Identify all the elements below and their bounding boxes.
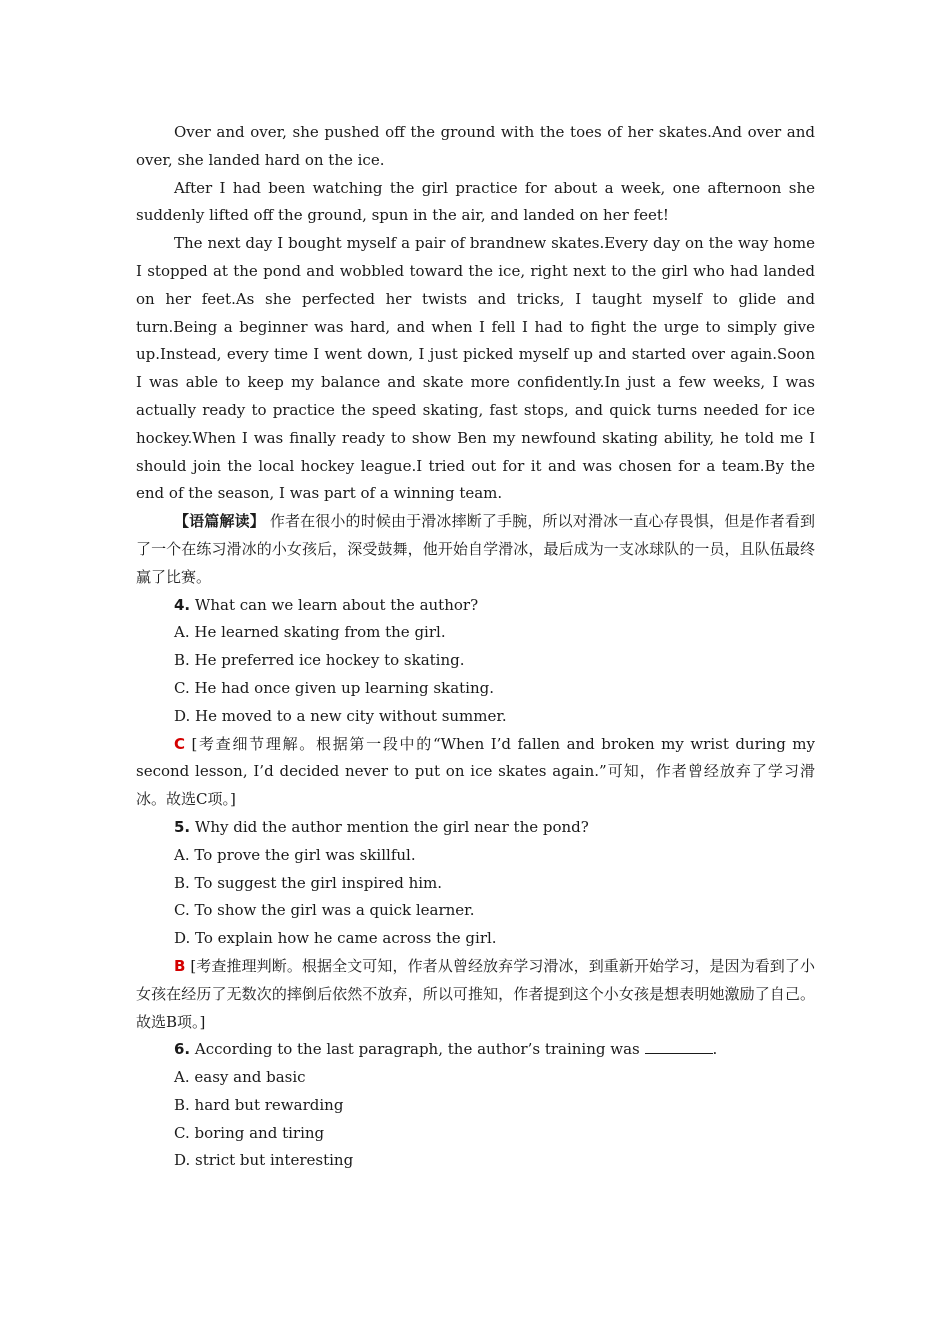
option-b: B. To suggest the girl inspired him. xyxy=(174,873,443,892)
document-page xyxy=(136,119,815,1175)
question-number: 6. xyxy=(174,1040,191,1059)
answer-explanation-5 xyxy=(136,953,815,1036)
analysis-text: 作者在很小的时候由于滑冰摔断了手腕，所以对滑冰一直心存畏惧，但是作者看到了一个在练习滑冰的小女孩后，深受鼓舞，他开始自学滑冰，最后成为一支冰球队的一员，且队伍最终赢了比赛。 xyxy=(136,512,815,586)
question-stem: What can we learn about the author? xyxy=(194,595,479,614)
question-stem: According to the last paragraph, the author’s training was xyxy=(194,1040,640,1059)
explanation-text: [考查推理判断。根据全文可知，作者从曾经放弃学习滑冰，到重新开始学习，是因为看到了小女孩在经历了无数次的摔倒后依然不放弃，所以可推知，作者提到这个小女孩是想表明她激励了自己。故选B项。] xyxy=(136,956,815,1031)
explanation-text: [考查细节理解。根据第一段中的“When I’d fallen and broken my wrist during my second lesson, I’d decided never to put on ice skates again.”可知，作者曾经放弃了学习滑冰。故选C项。] xyxy=(136,734,815,809)
option-c: C. boring and tiring xyxy=(174,1123,325,1142)
option-c: C. To show the girl was a quick learner. xyxy=(174,901,475,920)
option-d: D. He moved to a new city without summer. xyxy=(174,706,507,725)
question-number: 4. xyxy=(174,595,191,614)
option-b: B. hard but rewarding xyxy=(174,1095,344,1114)
question-stem: Why did the author mention the girl near the pond? xyxy=(194,817,589,836)
option-d: D. To explain how he came across the girl. xyxy=(174,929,497,948)
passage-paragraph-3: The next day I bought myself a pair of brandnew skates.Every day on the way home I stopped at the pond and wobbled toward the ice, right next to the girl who had landed on her feet.As she perfected her twists and tricks, I taught myself to glide and turn.Being a beginner was hard, and when I fell I had to fight the urge to simply give up.Instead, every time I went down, I just picked myself up and started over again.Soon I was able to keep my balance and skate more confidently.In just a few weeks, I was actually ready to practice the speed skating, fast stops, and quick turns needed for ice hockey.When I was finally ready to show Ben my newfound skating ability, he told me I should join the local hockey league.I tried out for it and was chosen for a team.By the end of the season, I was part of a winning team. xyxy=(136,234,815,503)
answer-blank xyxy=(645,1039,713,1054)
question-4 xyxy=(136,592,815,620)
analysis-tag: 【语篇解读】 xyxy=(174,512,265,531)
question-stem-end: . xyxy=(712,1040,718,1059)
answer-letter: B xyxy=(174,956,186,975)
answer-explanation-4 xyxy=(136,731,815,814)
passage-paragraph-2: After I had been watching the girl practice for about a week, one afternoon she suddenly lifted off the ground, spun in the air, and landed on her feet! xyxy=(136,178,815,225)
question-number: 5. xyxy=(174,817,191,836)
passage-analysis xyxy=(136,508,815,591)
question-5 xyxy=(136,814,815,842)
option-d: D. strict but interesting xyxy=(174,1151,354,1170)
question-6 xyxy=(136,1036,815,1064)
passage-paragraph-1: Over and over, she pushed off the ground with the toes of her skates.And over and over, she landed hard on the ice. xyxy=(136,123,815,169)
answer-letter: C xyxy=(174,734,186,753)
option-b: B. He preferred ice hockey to skating. xyxy=(174,651,465,670)
option-a: A. To prove the girl was skillful. xyxy=(174,845,416,864)
option-a: A. He learned skating from the girl. xyxy=(174,623,446,642)
option-a: A. easy and basic xyxy=(174,1068,306,1087)
option-c: C. He had once given up learning skating. xyxy=(174,678,494,697)
